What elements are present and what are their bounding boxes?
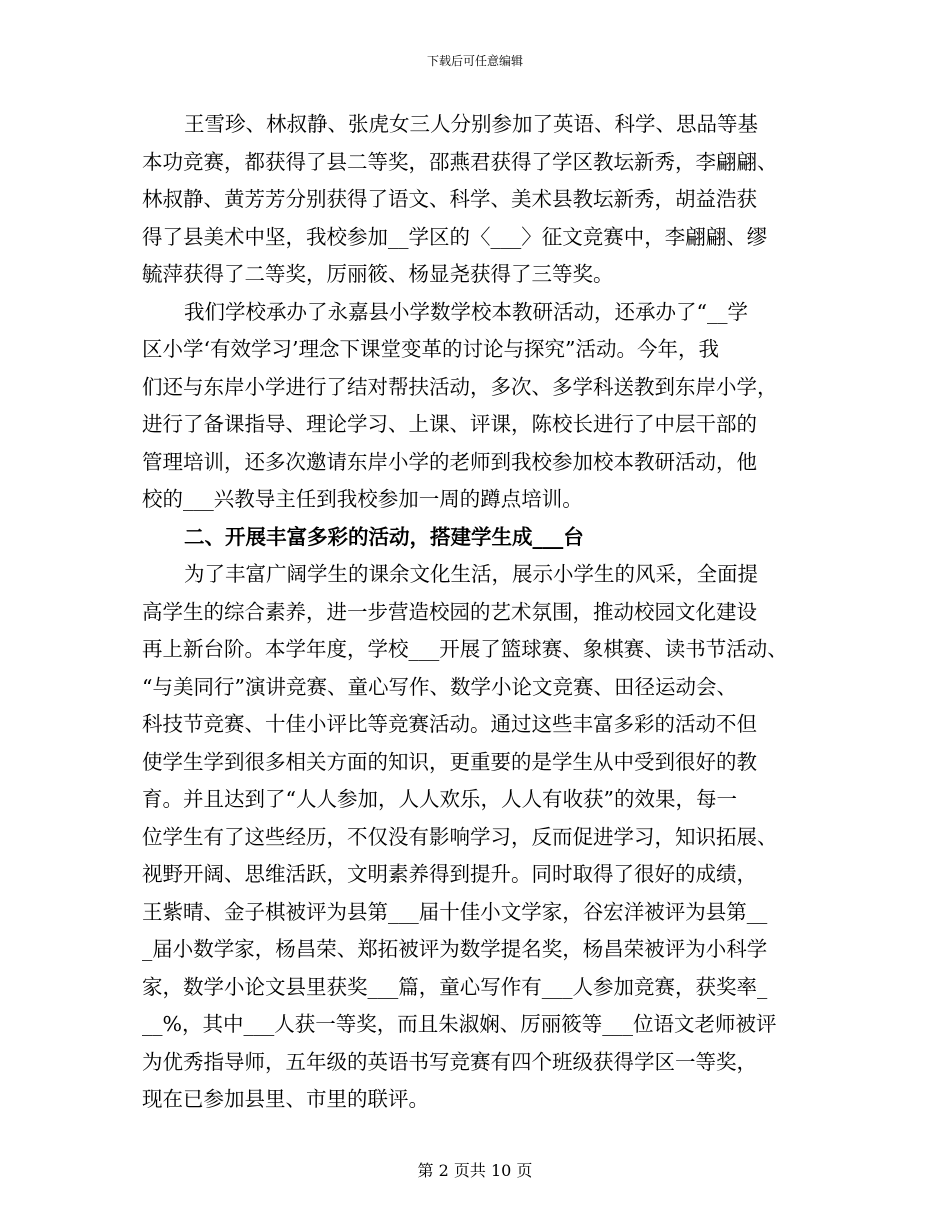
text-line: 进行了备课指导、理论学习、上课、评课，陈校长进行了中层干部的: [142, 412, 757, 436]
text-line: 得了县美术中坚，我校参加__学区的〈___〉征文竞赛中，李翩翩、缪: [142, 224, 768, 249]
text-line: 高学生的综合素养，进一步营造校园的艺术氛围，推动校园文化建设: [142, 599, 757, 624]
text-line: 为了丰富广阔学生的课余文化生活，展示小学生的风采，全面提: [184, 562, 758, 586]
text-line: “与美同行”演讲竞赛、童心写作、数学小论文竞赛、田径运动会、: [142, 674, 737, 699]
text-line: 校的___兴教导主任到我校参加一周的蹲点培训。: [142, 487, 583, 511]
text-line: 为优秀指导师，五年级的英语书写竞赛有四个班级获得学区一等奖，: [142, 1049, 757, 1074]
text-line: 育。并且达到了“人人参加，人人欢乐，人人有收获”的效果，每一: [142, 787, 737, 811]
text-line: 科技节竞赛、十佳小评比等竞赛活动。通过这些丰富多彩的活动不但: [142, 712, 757, 736]
text-line: 现在已参加县里、市里的联评。: [142, 1087, 429, 1111]
text-line: 区小学‘有效学习’理念下课堂变革的讨论与探究”活动。今年，我: [142, 337, 720, 361]
text-line: 视野开阔、思维活跃，文明素养得到提升。同时取得了很好的成绩，: [142, 862, 757, 886]
text-line: __%，其中___人获一等奖，而且朱淑娴、厉丽筱等___位语文老师被评: [142, 1012, 777, 1036]
section-heading: 二、开展丰富多彩的活动，搭建学生成___台: [184, 524, 584, 549]
text-line: 们还与东岸小学进行了结对帮扶活动，多次、多学科送教到东岸小学，: [142, 374, 778, 399]
text-line: 再上新台阶。本学年度，学校___开展了篮球赛、象棋赛、读书节活动、: [142, 637, 788, 661]
document-body: [142, 106, 822, 1119]
text-line: 使学生学到很多相关方面的知识，更重要的是学生从中受到很好的教: [142, 749, 757, 774]
text-line: 王紫晴、金子棋被评为县第___届十佳小文学家，谷宏洋被评为县第__: [142, 899, 768, 924]
page-header: 下载后可任意编辑: [426, 54, 523, 68]
text-line: 我们学校承办了永嘉县小学数学校本教研活动，还承办了“__学: [184, 299, 748, 324]
text-line: 家，数学小论文县里获奖___篇，童心写作有___人参加竞赛，获奖率_: [142, 974, 768, 999]
text-line: 本功竞赛，都获得了县二等奖，邵燕君获得了学区教坛新秀，李翩翩、: [142, 149, 778, 174]
text-line: 管理培训，还多次邀请东岸小学的老师到我校参加校本教研活动，他: [142, 449, 757, 474]
page-number: 第 2 页共 10 页: [417, 1161, 533, 1180]
text-line: 位学生有了这些经历，不仅没有影响学习，反而促进学习，知识拓展、: [142, 824, 778, 849]
text-line: 王雪珍、林叔静、张虎女三人分别参加了英语、科学、思品等基: [184, 112, 758, 136]
text-line: 林叔静、黄芳芳分别获得了语文、科学、美术县教坛新秀，胡益浩获: [142, 187, 757, 211]
text-line: _届小数学家，杨昌荣、郑拓被评为数学提名奖，杨昌荣被评为小科学: [142, 937, 768, 961]
text-line: 毓萍获得了二等奖，厉丽筱、杨显尧获得了三等奖。: [142, 262, 614, 286]
